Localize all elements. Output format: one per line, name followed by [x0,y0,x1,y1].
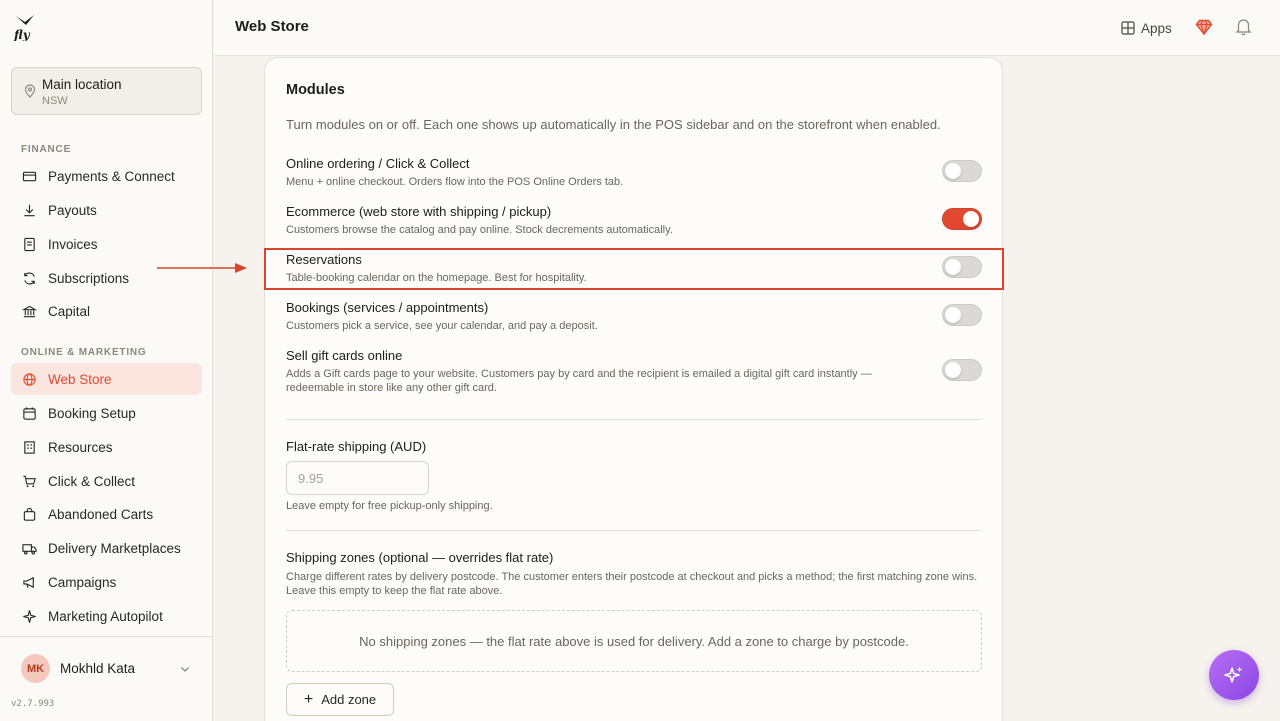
globe-icon [21,371,37,387]
toggle-reservations[interactable] [942,256,982,278]
toggle-knob [945,259,961,275]
sidebar-item-web-store[interactable] [11,363,202,395]
card-title: Modules [286,82,345,98]
add-zone-label: Add zone [321,692,377,707]
arrow-annotation-icon [157,262,249,274]
receipt-icon [21,236,37,252]
map-pin-icon [22,83,38,99]
module-title: Bookings (services / appointments) [286,300,489,315]
ai-assistant-button[interactable] [1209,650,1259,700]
sidebar-item-resources[interactable] [11,431,202,463]
top-header [214,0,1280,56]
module-title: Online ordering / Click & Collect [286,156,470,171]
location-region: NSW [42,95,68,107]
section-divider [286,530,982,531]
megaphone-icon [21,574,37,590]
add-zone-button[interactable] [286,683,394,716]
card-description: Turn modules on or off. Each one shows up automatically in the POS sidebar and on the storefront when enabled. [286,117,941,132]
module-reservations [286,252,982,285]
sidebar-item-label: Subscriptions [48,270,130,286]
bag-icon [21,506,37,522]
bank-icon [21,303,37,319]
sidebar-item-capital[interactable] [11,295,202,327]
zones-label: Shipping zones (optional — overrides flat rate) [286,550,554,565]
toggle-ecommerce[interactable] [942,208,982,230]
grid-icon [1121,21,1135,35]
sidebar-item-label: Resources [48,439,113,455]
flat-rate-shipping-input[interactable] [286,461,429,495]
sidebar-item-label: Booking Setup [48,405,136,421]
sidebar-item-campaigns[interactable] [11,566,202,598]
sidebar-item-label: Marketing Autopilot [48,608,163,624]
sidebar-item-payouts[interactable] [11,194,202,226]
module-description: Menu + online checkout. Orders flow into the POS Online Orders tab. [286,176,624,188]
section-label-online-marketing: ONLINE & MARKETING [21,347,147,358]
sidebar-item-label: Capital [48,303,91,319]
sidebar-item-label: Click & Collect [48,473,136,489]
empty-zones-text: No shipping zones — the flat rate above is used for delivery. Add a zone to charge by postcode. [359,633,909,649]
apps-button[interactable] [1121,17,1172,39]
zones-helper: Charge different rates by delivery postcode. The customer enters their postcode at checkout and picks a method; the first matching zone wins. Leave this empty to keep the flat rate above. [286,571,978,597]
sidebar-item-label: Abandoned Carts [48,506,154,522]
sidebar-item-invoices[interactable] [11,228,202,260]
module-description: Adds a Gift cards page to your website. Customers pay by card and the recipient is emailed a digital gift card instantly — redeemable in store like any other gift card. [286,368,872,394]
plus-icon: + [303,690,314,708]
module-description: Customers pick a service, see your calendar, and pay a deposit. [286,320,598,332]
module-online-ordering [286,156,982,189]
refresh-icon [21,270,37,286]
user-name[interactable]: Mokhld Kata [60,661,136,676]
download-icon [21,202,37,218]
sidebar-item-label: Payouts [48,202,97,218]
sidebar-item-label: Invoices [48,236,98,252]
sidebar-item-click-collect[interactable] [11,465,202,497]
shipping-label: Flat-rate shipping (AUD) [286,439,427,454]
toggle-knob [945,307,961,323]
building-icon [21,439,37,455]
section-label-finance: FINANCE [21,144,72,155]
sidebar-item-label: Web Store [48,371,112,387]
empty-zones-placeholder [286,610,982,672]
sidebar-item-delivery-marketplaces[interactable] [11,532,202,564]
gem-icon[interactable] [1195,18,1213,36]
calendar-icon [21,405,37,421]
section-divider [286,419,982,420]
module-description: Customers browse the catalog and pay online. Stock decrements automatically. [286,224,673,236]
module-description: Table-booking calendar on the homepage. Best for hospitality. [286,272,587,284]
sidebar-item-payments-connect[interactable] [11,160,202,192]
toggle-knob [963,211,979,227]
chevron-down-icon[interactable] [178,662,192,676]
module-title: Ecommerce (web store with shipping / pickup) [286,204,552,219]
location-switcher[interactable] [11,67,202,115]
sidebar [0,0,213,721]
modules-card [264,57,1003,721]
toggle-knob [945,163,961,179]
module-title: Sell gift cards online [286,348,403,363]
page-title: Web Store [235,18,309,35]
toggle-online-ordering[interactable] [942,160,982,182]
module-ecommerce [286,204,982,237]
sidebar-item-label: Campaigns [48,574,117,590]
toggle-bookings[interactable] [942,304,982,326]
module-bookings [286,300,982,333]
module-title: Reservations [286,252,362,267]
bell-icon[interactable] [1235,17,1252,36]
sidebar-divider [0,636,213,637]
sidebar-item-label: Payments & Connect [48,168,175,184]
module-gift-cards [286,348,982,395]
fly-logo-icon [13,13,37,41]
sidebar-item-abandoned-carts[interactable] [11,498,202,530]
sidebar-item-booking-setup[interactable] [11,397,202,429]
avatar[interactable]: MK [21,654,50,683]
sparkles-icon [1223,664,1245,686]
toggle-gift-cards[interactable] [942,359,982,381]
cart-icon [21,473,37,489]
sidebar-item-label: Delivery Marketplaces [48,540,181,556]
shipping-helper: Leave empty for free pickup-only shipping. [286,500,493,512]
sidebar-item-marketing-autopilot[interactable] [11,600,202,632]
apps-label: Apps [1141,20,1172,36]
location-name: Main location [42,77,122,92]
app-version: v2.7.993 [11,699,55,709]
card-icon [21,168,37,184]
svg-text:fly: fly [14,28,30,41]
toggle-knob [945,362,961,378]
truck-icon [21,540,37,556]
sparkle-icon [21,608,37,624]
